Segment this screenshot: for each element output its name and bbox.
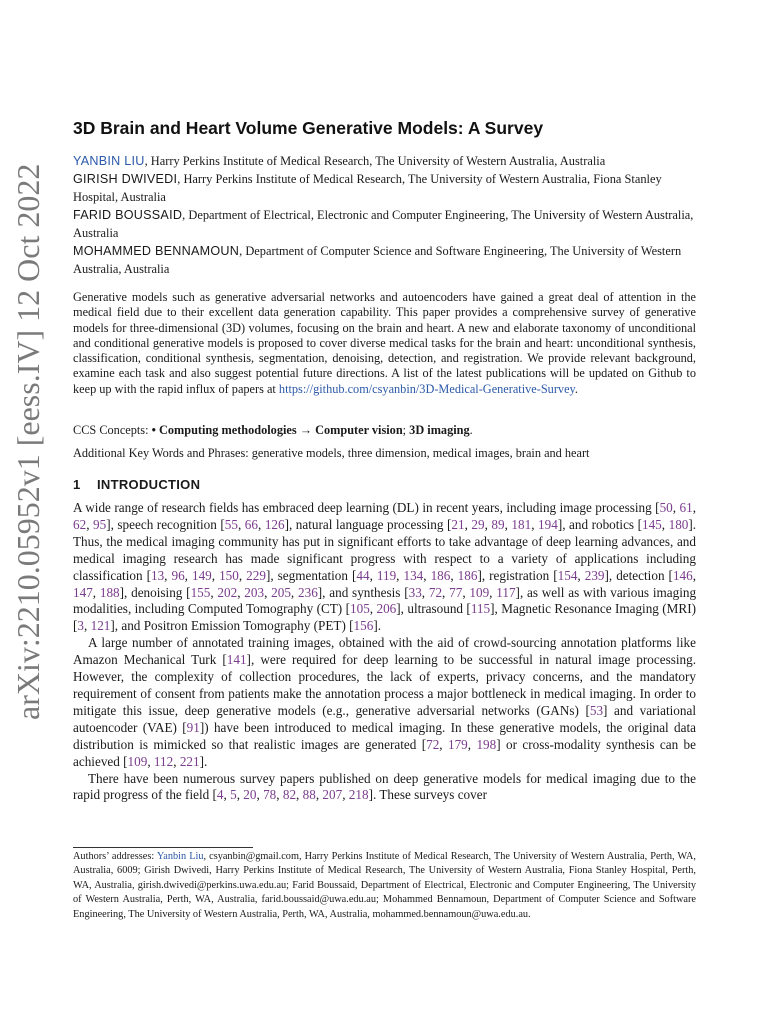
citation-link[interactable]: 88 <box>302 787 316 803</box>
authors-addresses-footnote <box>73 850 696 922</box>
body-text-run: ]. These surveys cover <box>368 787 487 803</box>
body-text-run: There have been numerous survey papers published on deep generative models for medical imaging due to the rapid progress of the field [ <box>73 770 696 803</box>
body-text-run: ], detection [ <box>604 567 673 583</box>
citation-link[interactable]: 50 <box>659 500 673 515</box>
body-text-run: ] and variational autoencoder (VAE) [ <box>73 702 696 735</box>
abstract <box>73 290 696 397</box>
citation-link[interactable]: 147 <box>73 584 93 600</box>
citation-link[interactable]: 181 <box>511 516 532 532</box>
footnote-text: , csyanbin@gmail.com, Harry Perkins Institute of Medical Research, The University of Western Australia, Perth, WA, Australia, 6009; Girish Dwivedi, Harry Perkins Institute of Medical Research, The University of Western Australia, Fiona Stanley Hospital, Perth, WA, Australia, girish.dwivedi@perkins.uwa.edu.au; Farid Boussaid, Department of Electrical, Electronic and Computer Engineering, The University of Western Australia, Perth, WA, Australia, farid.boussaid@uwa.edu.au; Mohammed Bennamoun, Department of Computer Science and Software Engineering, The University of Western Australia, Perth, WA, Australia, mohammed.bennamoun@uwa.edu.au. <box>73 851 696 920</box>
body-text-run: ], and synthesis [ <box>317 584 409 600</box>
citation-link[interactable]: 188 <box>99 584 120 600</box>
body-text-run: , <box>296 787 303 803</box>
body-text-run: , <box>421 584 429 600</box>
body-text-run: ]. <box>373 618 382 634</box>
abstract-end: . <box>574 381 578 396</box>
body-text-run: , <box>84 618 91 634</box>
citation-link[interactable]: 61 <box>679 500 693 515</box>
citation-link[interactable]: 194 <box>538 516 558 532</box>
citation-link[interactable]: 95 <box>93 516 107 532</box>
author-affiliation: , Department of Computer Science and Software Engineering, The University of Western Australia, Australia <box>73 244 682 276</box>
author-name: FARID BOUSSAID <box>73 208 183 222</box>
body-text-run: , <box>442 584 450 600</box>
citation-link[interactable]: 206 <box>376 601 397 617</box>
citation-link[interactable]: 4 <box>216 787 224 803</box>
body-text-run: , <box>211 567 220 583</box>
body-text-run: , <box>489 584 497 600</box>
body-text-run: ], speech recognition [ <box>106 516 225 532</box>
body-text-run: , <box>164 567 172 583</box>
citation-link[interactable]: 218 <box>348 787 369 803</box>
body-paragraph <box>73 771 696 805</box>
ccs-arrow: → <box>296 423 316 437</box>
body-text-run: , <box>369 601 377 617</box>
author-name: MOHAMMED BENNAMOUN <box>73 244 240 258</box>
citation-link[interactable]: 5 <box>230 787 237 803</box>
body-text-run: ], natural language processing [ <box>284 516 452 532</box>
citation-link[interactable]: 145 <box>641 516 662 532</box>
body-text-run: , <box>661 516 669 532</box>
citation-link[interactable]: 77 <box>449 584 463 600</box>
author-entry <box>73 170 696 206</box>
citation-link[interactable]: 180 <box>668 516 689 532</box>
citation-link[interactable]: 53 <box>589 702 604 718</box>
body-text-run: , <box>290 584 298 600</box>
citation-link[interactable]: 236 <box>298 584 318 600</box>
author-name: GIRISH DWIVEDI <box>73 172 178 186</box>
citation-link[interactable]: 146 <box>672 567 693 583</box>
body-text-run: , <box>692 567 697 583</box>
citation-link[interactable]: 91 <box>186 719 200 735</box>
body-text-run: , <box>257 516 265 532</box>
citation-link[interactable]: 21 <box>451 516 465 532</box>
citation-link[interactable]: 117 <box>496 584 516 600</box>
body-text-run: , <box>531 516 539 532</box>
author-entry <box>73 242 696 278</box>
ccs-bullet: • <box>151 423 159 437</box>
body-text-run: ]) have been introduced to medical imaging. In these generative models, the original data distribution is mimicked so that realistic images are generated [ <box>73 719 697 752</box>
footnote-divider <box>73 847 253 848</box>
citation-link[interactable]: 29 <box>471 516 485 532</box>
citation-link[interactable]: 126 <box>264 516 285 532</box>
body-text-run: , <box>467 736 477 752</box>
citation-link[interactable]: 179 <box>447 736 468 752</box>
ccs-concept-computing: Computing methodologies <box>158 423 297 437</box>
body-text-run: ], Magnetic Resonance Imaging (MRI) [ <box>73 601 696 634</box>
author-entry <box>73 206 696 242</box>
arxiv-identifier-stamp: arXiv:2210.05952v1 [eess.IV] 12 Oct 2022 <box>10 163 46 720</box>
introduction-body <box>73 500 696 804</box>
author-affiliation: , Harry Perkins Institute of Medical Research, The University of Western Australia, Fiona Stanley Hospital, Australia <box>73 172 662 204</box>
body-text-run: , <box>464 516 472 532</box>
citation-link[interactable]: 205 <box>271 584 291 600</box>
citation-link[interactable]: 62 <box>73 516 87 532</box>
citation-link[interactable]: 13 <box>150 567 165 583</box>
citation-link[interactable]: 109 <box>469 584 490 600</box>
body-text-run: ], ultrasound [ <box>396 601 471 617</box>
citation-link[interactable]: 150 <box>219 567 239 583</box>
footnote-prefix: Authors’ addresses: <box>73 851 157 862</box>
author-list <box>73 152 696 278</box>
body-text-run: A large number of annotated training images, obtained with the aid of crowd-sourcing annotation platforms like Amazon Mechanical Turk [ <box>73 635 696 668</box>
citation-link[interactable]: 55 <box>224 516 238 532</box>
paper-title: 3D Brain and Heart Volume Generative Models: A Survey <box>73 118 544 138</box>
body-text-run: , <box>264 584 272 600</box>
citation-link[interactable]: 3 <box>77 618 84 634</box>
citation-link[interactable]: 72 <box>428 584 443 600</box>
body-text-run: , <box>238 567 247 583</box>
body-text-run: , <box>276 787 283 803</box>
abstract-paragraph <box>73 290 696 397</box>
citation-link[interactable]: 89 <box>491 516 505 532</box>
body-text-run: , <box>439 736 448 752</box>
body-text-run: , <box>315 787 323 803</box>
citation-link[interactable]: 198 <box>476 736 497 752</box>
author-name-link[interactable]: YANBIN LIU <box>73 154 145 168</box>
ccs-end: . <box>469 423 473 437</box>
body-text-run: , <box>504 516 512 532</box>
ccs-concepts <box>73 422 696 438</box>
body-paragraph <box>73 500 696 635</box>
keywords: Additional Key Words and Phrases: generative models, three dimension, medical images, brain and heart <box>73 446 590 460</box>
body-text-run: ], and Positron Emission Tomography (PET) [ <box>110 618 354 634</box>
citation-link[interactable]: 229 <box>246 567 266 583</box>
body-text-run: , <box>396 567 404 583</box>
citation-link[interactable]: 186 <box>430 567 451 583</box>
citation-link[interactable]: 239 <box>584 567 605 583</box>
citation-link[interactable]: 154 <box>557 567 578 583</box>
ccs-concept-3d: 3D imaging <box>409 423 470 437</box>
ccs-separator: ; <box>402 423 410 437</box>
citation-link[interactable]: 155 <box>190 584 211 600</box>
body-text-run: , <box>147 753 154 769</box>
citation-link[interactable]: 134 <box>403 567 424 583</box>
body-text-run: , <box>342 787 349 803</box>
body-text-run: ], were required for deep learning to be successful in natural image processing. However, the complexity of collection procedures, the lack of experts, privacy concerns, and the mandatory requirement of consent from patients make the annotation process a major bottleneck in medical imaging. In order to mitigate this issue, deep generative models (e.g., generative adversarial networks (GANs) [ <box>73 652 696 718</box>
citation-link[interactable]: 207 <box>322 787 343 803</box>
body-text-run: , <box>237 584 245 600</box>
body-text-run: , <box>450 567 458 583</box>
author-affiliation: , Department of Electrical, Electronic and Computer Engineering, The University of Western Australia, Australia <box>73 208 694 240</box>
citation-link[interactable]: 202 <box>217 584 238 600</box>
body-text-run: ], registration [ <box>477 567 558 583</box>
body-text-run: , <box>423 567 431 583</box>
ccs-label: CCS Concepts: <box>73 423 152 437</box>
body-text-run: , <box>692 500 696 515</box>
section-title: INTRODUCTION <box>97 477 201 492</box>
body-paragraph <box>73 635 696 770</box>
body-text-run: ], segmentation [ <box>265 567 357 583</box>
citation-link[interactable]: 96 <box>171 567 185 583</box>
body-text-run: ]. <box>199 753 208 769</box>
body-text-run: ], denoising [ <box>119 584 191 600</box>
section-number: 1 <box>73 477 81 492</box>
body-text-run: ], and robotics [ <box>557 516 642 532</box>
citation-link[interactable]: 109 <box>127 753 148 769</box>
citation-link[interactable]: 105 <box>350 601 370 617</box>
citation-link[interactable]: 119 <box>376 567 397 583</box>
body-text-run: ], as well as with various imaging modalities, including Computed Tomography (CT) [ <box>73 584 697 617</box>
body-text-run: , <box>672 500 680 515</box>
body-text-run: , <box>484 516 492 532</box>
body-text-run: ] or cross-modality synthesis can be achieved [ <box>73 736 696 769</box>
body-text-run: ]. Thus, the medical imaging community has put in significant efforts to take advantage of deep learning advances, and medical imaging research has made significant progress with respect to a variety of applications including classification [ <box>73 516 697 583</box>
citation-link[interactable]: 20 <box>243 787 257 803</box>
citation-link[interactable]: 66 <box>244 516 258 532</box>
citation-link[interactable]: 44 <box>356 567 370 583</box>
citation-link[interactable]: 121 <box>90 618 111 634</box>
body-text-run: , <box>369 567 377 583</box>
body-text-run: , <box>577 567 585 583</box>
citation-link[interactable]: 78 <box>263 787 277 803</box>
body-text-run: A wide range of research fields has embraced deep learning (DL) in recent years, including image processing [ <box>73 500 660 515</box>
body-text-run: , <box>462 584 470 600</box>
citation-link[interactable]: 141 <box>226 652 247 668</box>
citation-link[interactable]: 33 <box>408 584 422 600</box>
footnote-author-link[interactable]: Yanbin Liu <box>156 851 204 862</box>
section-heading <box>73 477 696 493</box>
body-text-run: , <box>223 787 231 803</box>
body-text-run: , <box>92 584 100 600</box>
body-text-run: , <box>237 516 245 532</box>
github-link[interactable]: https://github.com/csyanbin/3D-Medical-Generative-Survey <box>278 381 575 396</box>
body-text-run: , <box>236 787 244 803</box>
abstract-text: Generative models such as generative adversarial networks and autoencoders have gained a great deal of attention in the medical field due to their excellent data generation capability. This paper provides a comprehensive survey of generative models for three-dimensional (3D) volumes, focusing on the brain and heart. A new and elaborate taxonomy of unconditional and conditional generative models is proposed to cover diverse medical tasks for the brain and heart: unconditional synthesis, classification, conditional synthesis, segmentation, denoising, detection, and registration. We provide relevant background, examine each task and also suggest potential future directions. A list of the latest publications will be updated on Github to keep up with the rapid influx of papers at <box>73 290 696 396</box>
author-affiliation: , Harry Perkins Institute of Medical Research, The University of Western Australia, Australia <box>144 154 606 168</box>
body-text-run: , <box>173 753 180 769</box>
citation-link[interactable]: 156 <box>353 618 374 634</box>
body-text-run: , <box>184 567 192 583</box>
body-text-run: , <box>210 584 218 600</box>
citation-link[interactable]: 221 <box>179 753 200 769</box>
ccs-concept-vision: Computer vision <box>315 423 403 437</box>
citation-link[interactable]: 72 <box>426 736 440 752</box>
citation-link[interactable]: 149 <box>191 567 212 583</box>
body-text-run: , <box>256 787 264 803</box>
body-text-run: , <box>86 516 94 532</box>
citation-link[interactable]: 203 <box>244 584 265 600</box>
citation-link[interactable]: 112 <box>153 753 174 769</box>
citation-link[interactable]: 82 <box>282 787 297 803</box>
citation-link[interactable]: 186 <box>457 567 478 583</box>
citation-link[interactable]: 115 <box>470 601 491 617</box>
author-entry <box>73 152 696 170</box>
